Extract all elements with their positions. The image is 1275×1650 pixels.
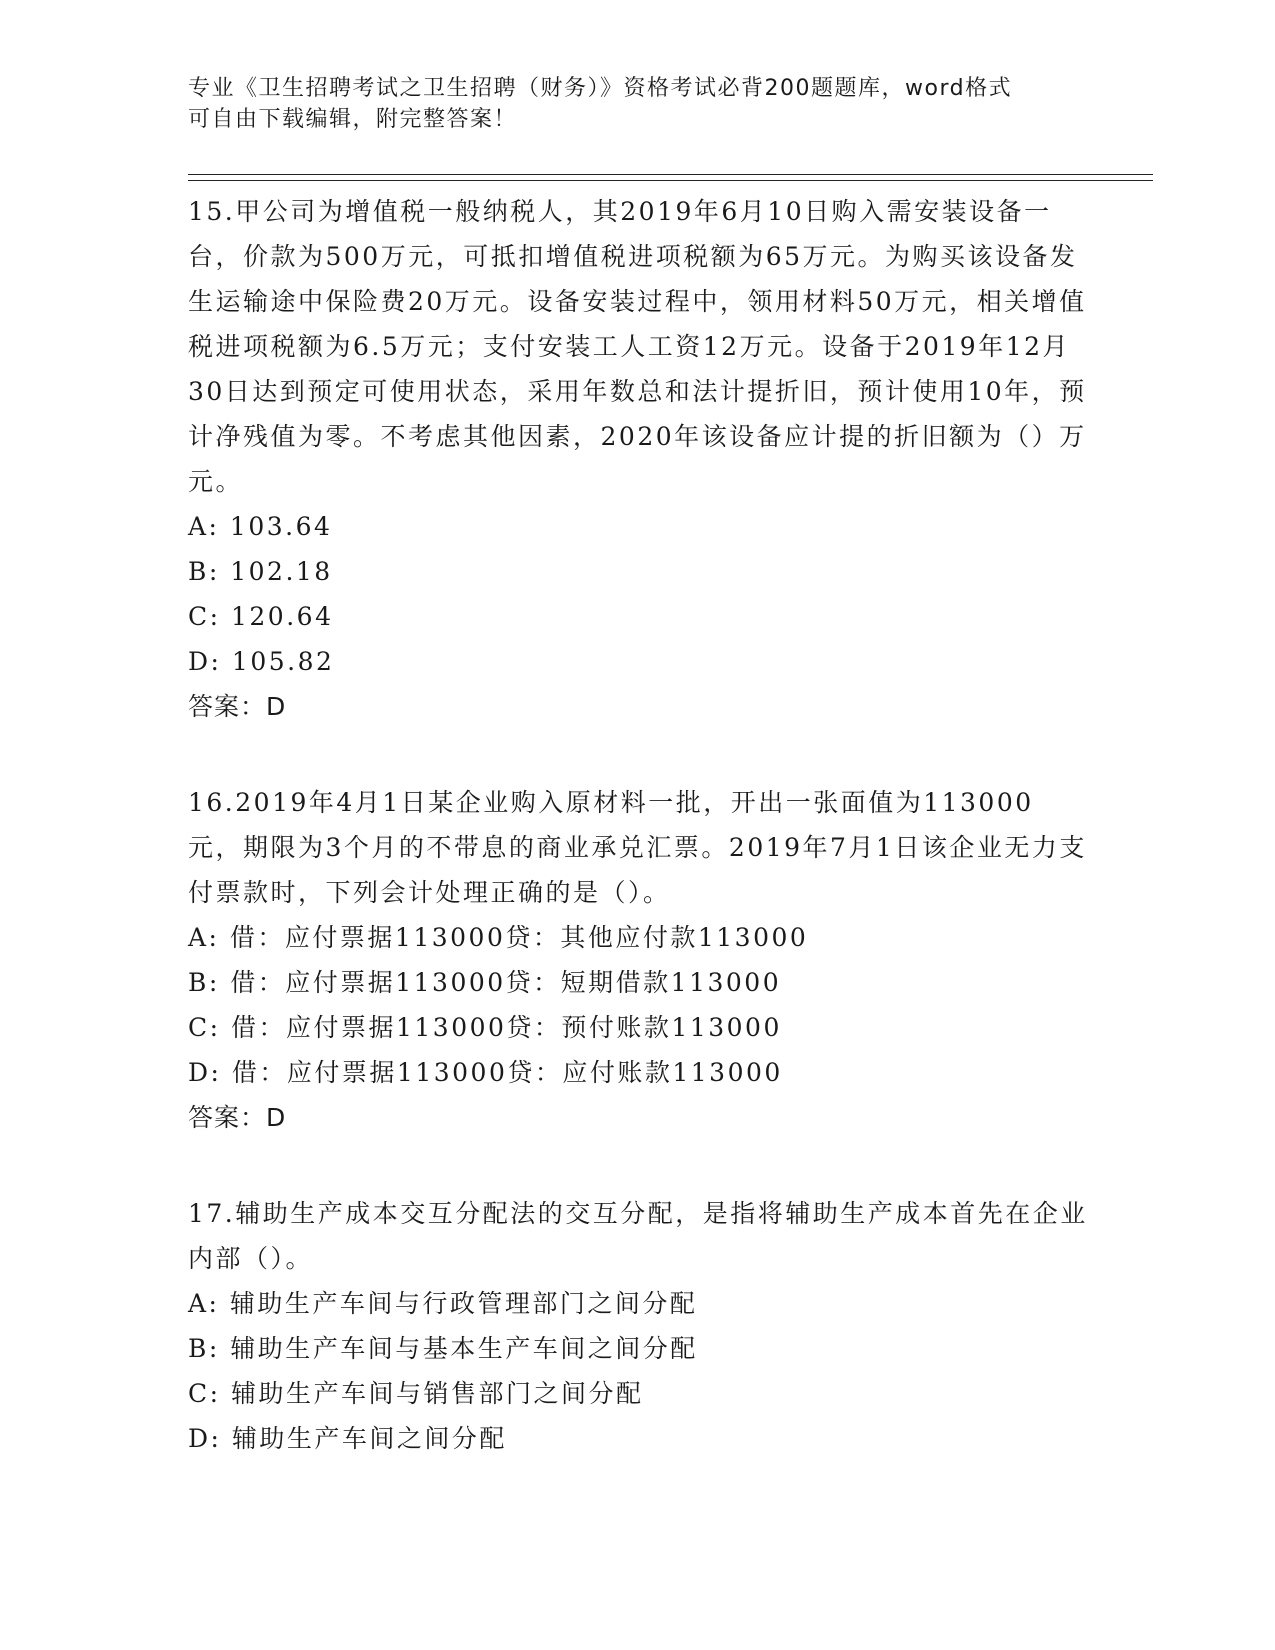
option-b: B: 102.18 — [188, 557, 333, 586]
option-a: A: 103.64 — [188, 512, 333, 541]
header-line-2: 可自由下载编辑，附完整答案！ — [188, 107, 518, 132]
option-d: D: 借：应付票据113000贷：应付账款113000 — [188, 1058, 783, 1087]
option-b: B: 借：应付票据113000贷：短期借款113000 — [188, 968, 782, 997]
question-15 — [188, 189, 1088, 729]
question-stem: 15.甲公司为增值税一般纳税人，其2019年6月10日购入需安装设备一台，价款为500万元，可抵扣增值税进项税额为65万元。为购买该设备发生运输途中保险费20万元。设备安装过程中，领用材料50万元，相关增值税进项税额为6.5万元；支付安装工人工资12万元。设备于2019年12月30日达到预定可使用状态，采用年数总和法计提折旧，预计使用10年，预计净残值为零。不考虑其他因素，2020年该设备应计提的折旧额为（）万元。 — [188, 197, 1087, 496]
option-a: A: 辅助生产车间与行政管理部门之间分配 — [188, 1289, 698, 1318]
question-stem: 17.辅助生产成本交互分配法的交互分配，是指将辅助生产成本首先在企业内部（）。 — [188, 1199, 1088, 1273]
question-16 — [188, 780, 1088, 1140]
document-header — [188, 73, 1068, 135]
answer: 答案：D — [188, 1103, 287, 1132]
option-c: C: 借：应付票据113000贷：预付账款113000 — [188, 1013, 782, 1042]
question-17 — [188, 1191, 1088, 1461]
question-stem: 16.2019年4月1日某企业购入原材料一批，开出一张面值为113000元，期限为3个月的不带息的商业承兑汇票。2019年7月1日该企业无力支付票款时，下列会计处理正确的是（）。 — [188, 788, 1087, 907]
option-c: C: 120.64 — [188, 602, 334, 631]
answer: 答案：D — [188, 692, 287, 721]
header-divider-bottom — [188, 180, 1153, 181]
option-d: D: 105.82 — [188, 647, 335, 676]
option-a: A: 借：应付票据113000贷：其他应付款113000 — [188, 923, 809, 952]
header-divider-top — [188, 174, 1153, 175]
option-b: B: 辅助生产车间与基本生产车间之间分配 — [188, 1334, 698, 1363]
header-line-1: 专业《卫生招聘考试之卫生招聘（财务）》资格考试必背200题题库，word格式 — [188, 76, 1013, 101]
option-d: D: 辅助生产车间之间分配 — [188, 1424, 507, 1453]
option-c: C: 辅助生产车间与销售部门之间分配 — [188, 1379, 644, 1408]
